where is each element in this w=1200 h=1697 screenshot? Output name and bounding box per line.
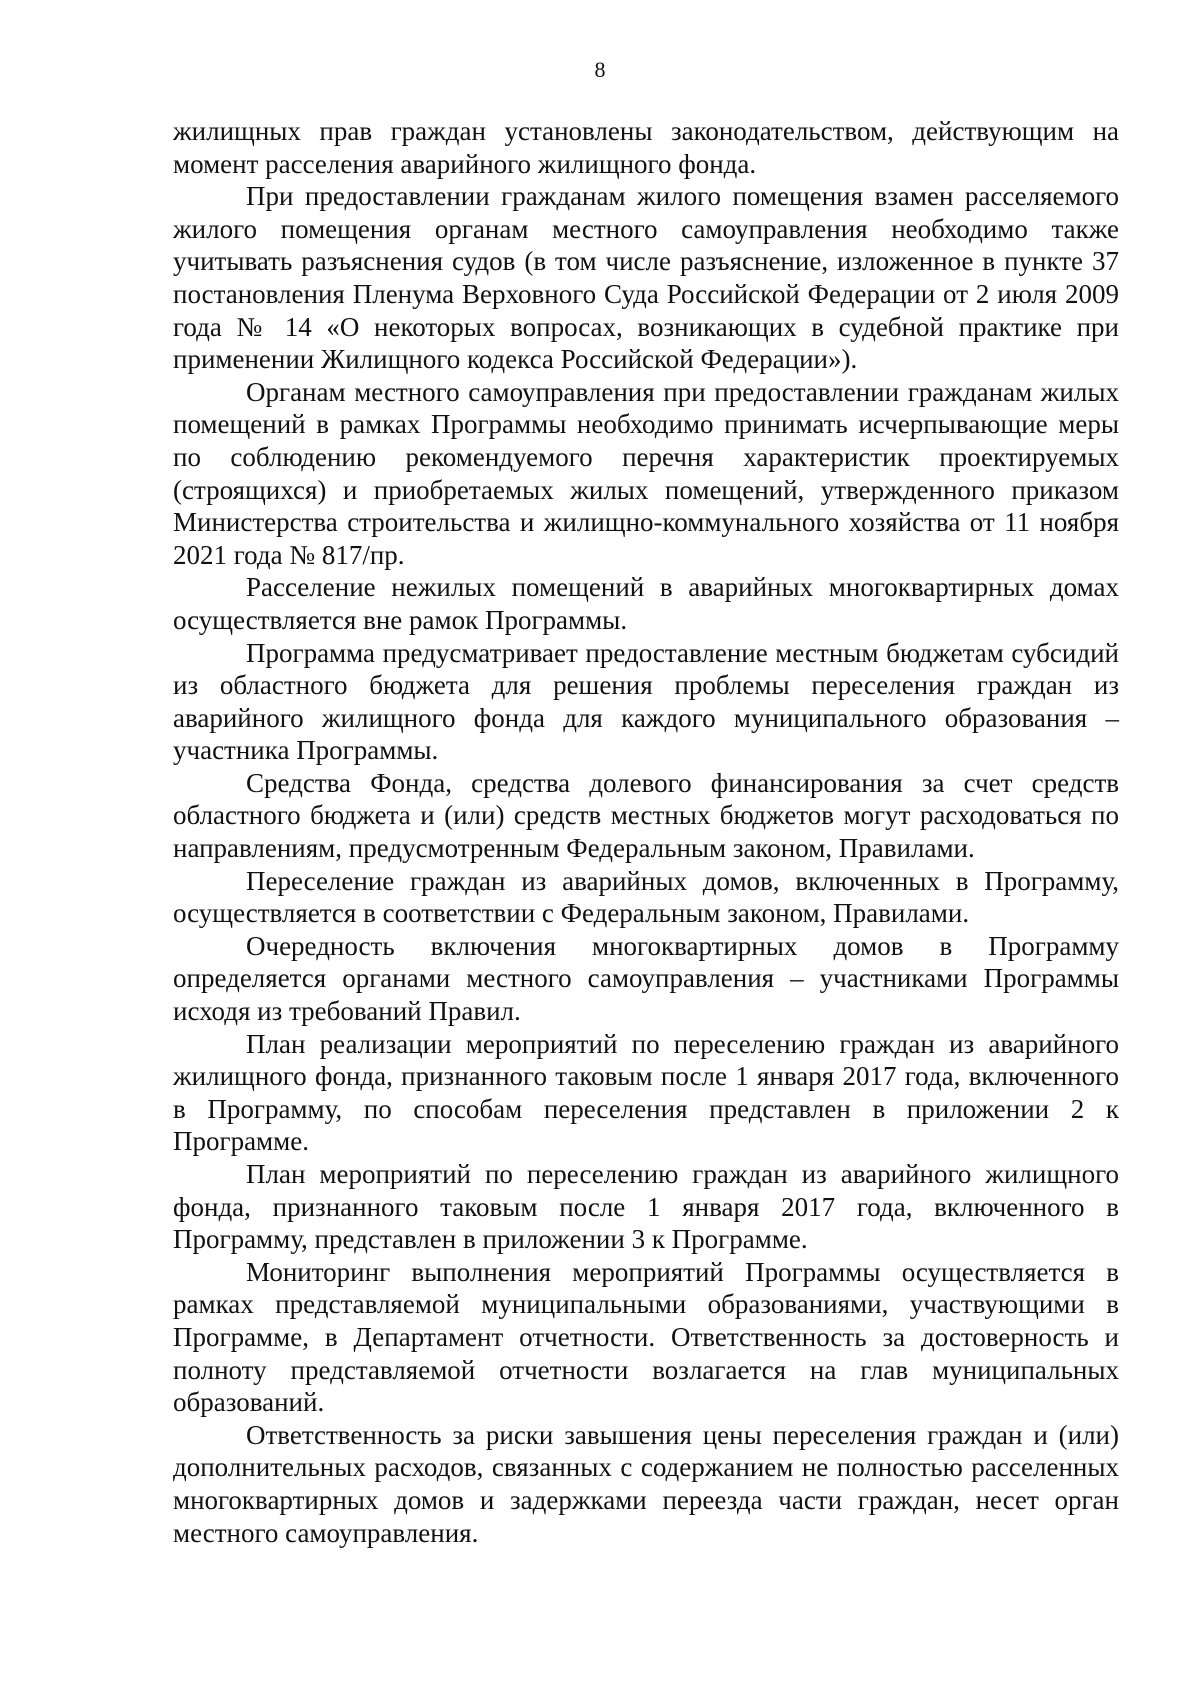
paragraph-priority: Очередность включения многоквартирных домов в Программу определяется органами местного самоуправления – участниками Программы исходя из требований Правил. [173, 930, 1119, 1027]
paragraph-resettlement: Переселение граждан из аварийных домов, включенных в Программу, осуществляется в соответствии с Федеральным законом, Правилами. [173, 865, 1119, 929]
paragraph-nonresidential: Расселение нежилых помещений в аварийных многоквартирных домах осуществляется вне рамок Программы. [173, 572, 1119, 635]
paragraph-subsidies: Программа предусматривает предоставление местным бюджетам субсидий из областного бюджета для решения проблемы переселения граждан из аварийного жилищного фонда для каждого муниципального образования – участника Программы. [173, 637, 1119, 766]
paragraph-monitoring: Мониторинг выполнения мероприятий Программы осуществляется в рамках представляемой муниципальными образованиями, участвующими в Программе, в Департамент отчетности. Ответственность за достоверность и полноту представляемой отчетности возлагается на глав муниципальных образований. [173, 1256, 1119, 1418]
paragraph-continuation: жилищных прав граждан установлены законодательством, действующим на момент расселения аварийного жилищного фонда. [173, 116, 1119, 179]
paragraph-fund-resources: Средства Фонда, средства долевого финансирования за счет средств областного бюджета и (или) средств местных бюджетов могут расходоваться по направлениям, предусмотренным Федеральным законом, Правилами. [173, 767, 1119, 864]
paragraph-characteristics: Органам местного самоуправления при предоставлении гражданам жилых помещений в рамках Программы необходимо принимать исчерпывающие меры по соблюдению рекомендуемого перечня характеристик проектируемых (строящихся) и приобретаемых жилых помещений, утвержденного приказом Министерства строительства и жилищно-коммунального хозяйства от 11 ноября 2021 года № 817/пр. [173, 376, 1119, 570]
paragraph-plan-appendix-3: План мероприятий по переселению граждан из аварийного жилищного фонда, признанного таковым после 1 января 2017 года, включенного в Программу, представлен в приложении 3 к Программе. [173, 1159, 1119, 1255]
paragraph-responsibility: Ответственность за риски завышения цены переселения граждан и (или) дополнительных расходов, связанных с содержанием не полностью расселенных многоквартирных домов и задержками переезда части граждан, несет орган местного самоуправления. [173, 1419, 1119, 1548]
document-body [173, 115, 1119, 1549]
paragraph-plan-appendix-2: План реализации мероприятий по переселению граждан из аварийного жилищного фонда, признанного таковым после 1 января 2017 года, включенного в Программу, по способам переселения представлен в приложении 2 к Программе. [173, 1028, 1119, 1157]
paragraph-housing-provision: При предоставлении гражданам жилого помещения взамен расселяемого жилого помещения органам местного самоуправления необходимо также учитывать разъяснения судов (в том числе разъяснение, изложенное в пункте 37 постановления Пленума Верховного Суда Российской Федерации от 2 июля 2009 года № 14 «О некоторых вопросах, возникающих в судебной практике при применении Жилищного кодекса Российской Федерации»). [173, 181, 1119, 375]
page-number: 8 [594, 57, 606, 82]
